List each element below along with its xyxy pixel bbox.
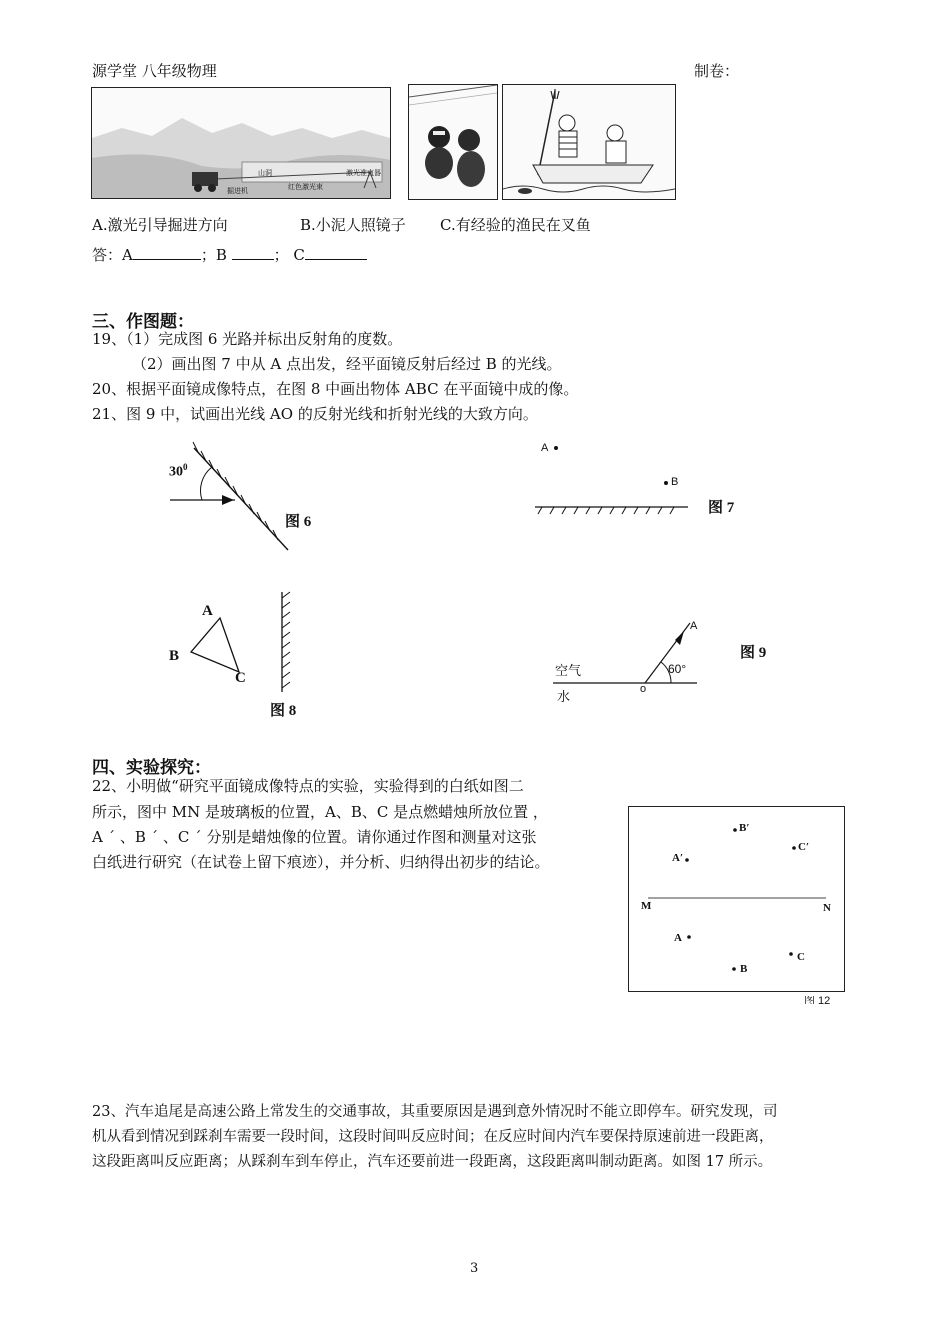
q22-line-2: 所示，图中 MN 是玻璃板的位置，A、B、C 是点燃蜡烛所放位置 ， (92, 803, 548, 821)
caption-a: A.激光引导掘进方向 (92, 216, 228, 234)
fig12-label: 图 12 (804, 996, 831, 1004)
fig12-n: N (823, 902, 831, 914)
fig12-b: B (740, 963, 748, 975)
figure-8 (160, 590, 310, 720)
q21: 21、图 9 中，试画出光线 AO 的反射光线和折射光线的大致方向。 (92, 405, 538, 423)
q23-line-2: 机从看到情况到踩刹车需要一段时间，这段时间叫反应时间；在反应时间内汽车要保持原速前进一段距离， (92, 1129, 774, 1145)
fig7-point-a: A (541, 442, 549, 454)
fig12-b-prime: B′ (739, 822, 750, 834)
answer-c-prefix: ； C (273, 246, 305, 264)
laser-tunnel-picture (91, 87, 391, 199)
fig9-air: 空气 (555, 663, 582, 678)
fig8-a: A (202, 603, 213, 619)
fig7-label: 图 7 (708, 500, 735, 516)
answer-b-blank[interactable] (232, 245, 274, 260)
fig8-label: 图 8 (270, 703, 297, 719)
q19b: （2）画出图 7 中从 A 点出发，经平面镜反射后经过 B 的光线。 (132, 355, 562, 373)
section4-title: 四、实验探究： (92, 758, 211, 778)
caption-c: C.有经验的渔民在叉鱼 (440, 216, 591, 234)
q23-line-3: 这段距离叫反应距离；从踩刹车到车停止，汽车还要前进一段距离，这段距离叫制动距离。如图 17 所示。 (92, 1154, 773, 1170)
q22-line-1: 22、小明做“研究平面镜成像特点的实验，实验得到的白纸如图二 (92, 777, 524, 795)
fig6-angle: $30^0$ (169, 462, 188, 480)
q22-line-3: A ˊ 、B ˊ 、C ˊ 分别是蜡烛像的位置。请你通过作图和测量对这张 (92, 828, 537, 846)
fig12-a: A (674, 932, 682, 944)
fig12-label-clip (804, 996, 844, 1004)
caption-b: B.小泥人照镜子 (300, 216, 406, 234)
fig9-water: 水 (557, 689, 571, 704)
fig12-c-prime: C′ (798, 841, 810, 853)
q19a: 19、（1）完成图 6 光路并标出反射角的度数。 (92, 330, 403, 348)
clay-mirror-picture (408, 84, 498, 200)
answer-b-prefix: ；B (200, 246, 227, 264)
fig9-a: A (690, 620, 698, 632)
fig9-o: o (640, 683, 647, 695)
section3-title: 三、作图题： (92, 312, 194, 332)
laser-device-label: 激光准直器 (346, 170, 381, 177)
header-left: 源学堂 八年级物理 (92, 62, 217, 80)
fig6-label: 图 6 (285, 514, 312, 530)
fig12-a-prime: A′ (672, 852, 684, 864)
laser-beam-label: 红色激光束 (288, 184, 323, 191)
cave-label: 山洞 (258, 170, 272, 177)
tunneler-label: 掘进机 (227, 188, 248, 195)
figure-7 (530, 438, 750, 518)
answer-line (92, 244, 367, 266)
header-right: 制卷： (694, 62, 740, 80)
answer-a-blank[interactable] (133, 245, 201, 260)
page-number: 3 (470, 1261, 479, 1276)
fig9-angle: 60° (668, 662, 687, 676)
fig8-c: C (235, 670, 246, 686)
q22-line-4: 白纸进行研究（在试卷上留下痕迹），并分析、归纳得出初步的结论。 (92, 853, 550, 871)
fig12-m: M (641, 900, 652, 912)
figure-12 (628, 806, 846, 1006)
answer-prefix: 答：A (92, 246, 133, 264)
figure-6 (160, 440, 330, 560)
fig8-b: B (169, 648, 180, 664)
q23-line-1: 23、汽车追尾是高速公路上常发生的交通事故，其重要原因是遇到意外情况时不能立即停车。研究发现，司 (92, 1104, 778, 1120)
q20: 20、根据平面镜成像特点，在图 8 中画出物体 ABC 在平面镜中成的像。 (92, 380, 579, 398)
fig12-c: C (797, 951, 805, 963)
figure-9 (545, 615, 785, 705)
fishermen-picture (502, 84, 676, 200)
fig7-point-b: B (671, 476, 679, 488)
fig9-label: 图 9 (740, 645, 767, 661)
answer-c-blank[interactable] (305, 245, 367, 260)
